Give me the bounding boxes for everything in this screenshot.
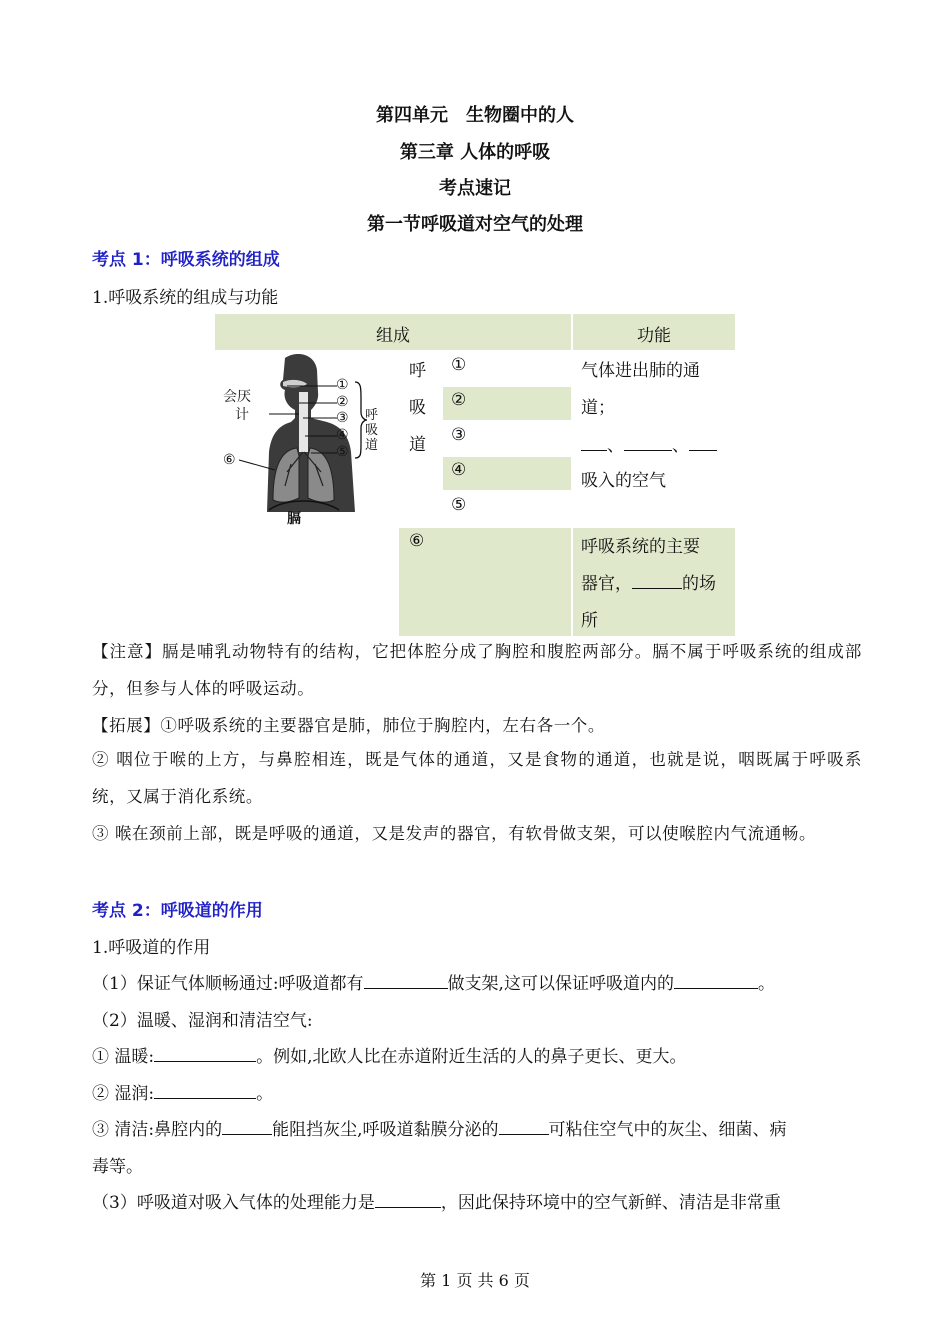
extension-paragraph-3: ③ 喉在颈前上部，既是呼吸的通道，又是发声的器官，有软骨做支架，可以使喉腔内气流通畅。 bbox=[92, 824, 817, 843]
figure-label-6: ⑥ bbox=[223, 452, 236, 468]
airway-function-line-2: 道； bbox=[581, 398, 615, 418]
point2-line-1-a: （1）保证气体顺畅通过:呼吸道都有 bbox=[92, 974, 364, 994]
blank-airway-3[interactable] bbox=[689, 433, 717, 451]
blank-airway-1[interactable] bbox=[581, 433, 607, 451]
airway-function-line-1: 气体进出肺的通 bbox=[581, 361, 700, 381]
blank-separator-1: 、 bbox=[607, 436, 624, 456]
point2-line-3-a: ① 温暖: bbox=[92, 1047, 155, 1067]
respiratory-system-table bbox=[215, 314, 735, 636]
section-title: 第一节呼吸道对空气的处理 bbox=[367, 214, 583, 235]
point2-line-2: （2）温暖、湿润和清洁空气: bbox=[92, 1011, 313, 1031]
point2-title: 考点 2：呼吸道的作用 bbox=[92, 901, 263, 921]
airway-label-cell bbox=[399, 352, 441, 526]
figure-label-1: ① bbox=[336, 377, 349, 393]
point1-title: 考点 1：呼吸系统的组成 bbox=[92, 250, 280, 270]
blank-moistening[interactable] bbox=[154, 1081, 256, 1099]
page-footer: 第 1 页 共 6 页 bbox=[420, 1271, 530, 1290]
airway-item-1: ① bbox=[451, 355, 467, 375]
airway-item-cell-1 bbox=[443, 352, 571, 385]
table-header-function: 功能 bbox=[637, 326, 671, 346]
point2-line-6-a: （3）呼吸道对吸入气体的处理能力是 bbox=[92, 1193, 375, 1213]
point2-line-3 bbox=[92, 1042, 687, 1067]
point2-line-4-b: 。 bbox=[256, 1084, 274, 1104]
lung-function-suffix: 的场 bbox=[682, 574, 716, 594]
lung-function-line-3: 所 bbox=[581, 611, 598, 631]
lung-item: ⑥ bbox=[409, 531, 425, 551]
airway-item-5: ⑤ bbox=[451, 495, 467, 515]
summary-title: 考点速记 bbox=[439, 178, 511, 199]
point2-line-1 bbox=[92, 969, 775, 994]
point2-line-1-c: 。 bbox=[757, 974, 775, 994]
trachea-shape bbox=[299, 392, 308, 452]
blank-nose-hair[interactable] bbox=[222, 1117, 272, 1135]
table-header-composition: 组成 bbox=[376, 326, 410, 346]
point2-subtitle: 1.呼吸道的作用 bbox=[92, 938, 211, 958]
figure-label-epiglottis-1: 会厌 bbox=[223, 389, 251, 405]
point2-line-5-c: 可粘住空气中的灰尘、细菌、病 bbox=[548, 1120, 787, 1140]
airway-function-cell bbox=[573, 352, 735, 526]
unit-title: 第四单元 生物圈中的人 bbox=[376, 105, 574, 126]
airway-label-char-2: 吸 bbox=[409, 398, 426, 418]
point2-line-5-a: ③ 清洁:鼻腔内的 bbox=[92, 1120, 223, 1140]
figure-label-2: ② bbox=[336, 394, 349, 410]
chapter-title: 第三章 人体的呼吸 bbox=[399, 142, 551, 163]
blank-separator-2: 、 bbox=[672, 436, 689, 456]
figure-label-airway: 呼吸道 bbox=[365, 408, 379, 453]
extension-paragraph-2: ② 咽位于喉的上方，与鼻腔相连，既是气体的通道，又是食物的通道，也就是说，咽既属于呼吸系统，又属于消化系统。 bbox=[92, 750, 862, 806]
lung-function-line-1: 呼吸系统的主要 bbox=[581, 537, 700, 557]
blank-airflow[interactable] bbox=[674, 971, 758, 989]
figure-label-4: ④ bbox=[336, 427, 349, 443]
airway-function-line-4: 吸入的空气 bbox=[581, 471, 666, 491]
point2-line-5 bbox=[92, 1115, 787, 1140]
point1-subtitle: 1.呼吸系统的组成与功能 bbox=[92, 288, 279, 308]
point2-line-6 bbox=[92, 1188, 781, 1213]
airway-label-char-3: 道 bbox=[409, 435, 426, 455]
airway-label-char-1: 呼 bbox=[409, 361, 426, 381]
point2-line-4 bbox=[92, 1079, 273, 1104]
figure-label-diaphragm: 膈 bbox=[287, 511, 301, 527]
blank-lung[interactable] bbox=[632, 571, 682, 589]
figure-label-5: ⑤ bbox=[336, 444, 349, 460]
airway-item-cell-4 bbox=[443, 457, 571, 490]
airway-item-cell-5 bbox=[443, 492, 571, 526]
blank-warming[interactable] bbox=[154, 1044, 256, 1062]
airway-item-4: ④ bbox=[451, 460, 467, 480]
airway-item-cell-3 bbox=[443, 422, 571, 455]
airway-item-2: ② bbox=[451, 390, 467, 410]
blank-support[interactable] bbox=[364, 971, 448, 989]
extension-paragraph-1: 【拓展】①呼吸系统的主要器官是肺，肺位于胸腔内，左右各一个。 bbox=[92, 716, 605, 735]
airway-function-line-3 bbox=[581, 431, 717, 456]
point2-line-5-b: 能阻挡灰尘,呼吸道黏膜分泌的 bbox=[272, 1120, 499, 1140]
note-paragraph: 【注意】膈是哺乳动物特有的结构，它把体腔分成了胸腔和腹腔两部分。膈不属于呼吸系统的组成部分，但参与人体的呼吸运动。 bbox=[92, 642, 862, 698]
point2-line-6-b: ，因此保持环境中的空气新鲜、清洁是非常重 bbox=[440, 1193, 781, 1213]
point2-line-4-a: ② 湿润: bbox=[92, 1084, 155, 1104]
figure-label-3: ③ bbox=[336, 410, 349, 426]
figure-label-epiglottis-2: 计 bbox=[235, 407, 249, 423]
blank-capacity[interactable] bbox=[375, 1190, 441, 1208]
point2-line-5-continued: 毒等。 bbox=[92, 1157, 143, 1177]
lung-function-prefix: 器官， bbox=[581, 574, 632, 594]
point2-line-1-b: 做支架,这可以保证呼吸道内的 bbox=[447, 974, 674, 994]
blank-mucus[interactable] bbox=[499, 1117, 549, 1135]
lung-item-cell bbox=[399, 528, 571, 636]
airway-item-3: ③ bbox=[451, 425, 467, 445]
airway-item-cell-2 bbox=[443, 387, 571, 420]
lung-function-line-2 bbox=[581, 569, 716, 594]
figure-cell bbox=[215, 352, 397, 636]
point2-line-3-b: 。例如,北欧人比在赤道附近生活的人的鼻子更长、更大。 bbox=[256, 1047, 687, 1067]
blank-airway-2[interactable] bbox=[624, 433, 672, 451]
lung-function-cell bbox=[573, 528, 735, 636]
